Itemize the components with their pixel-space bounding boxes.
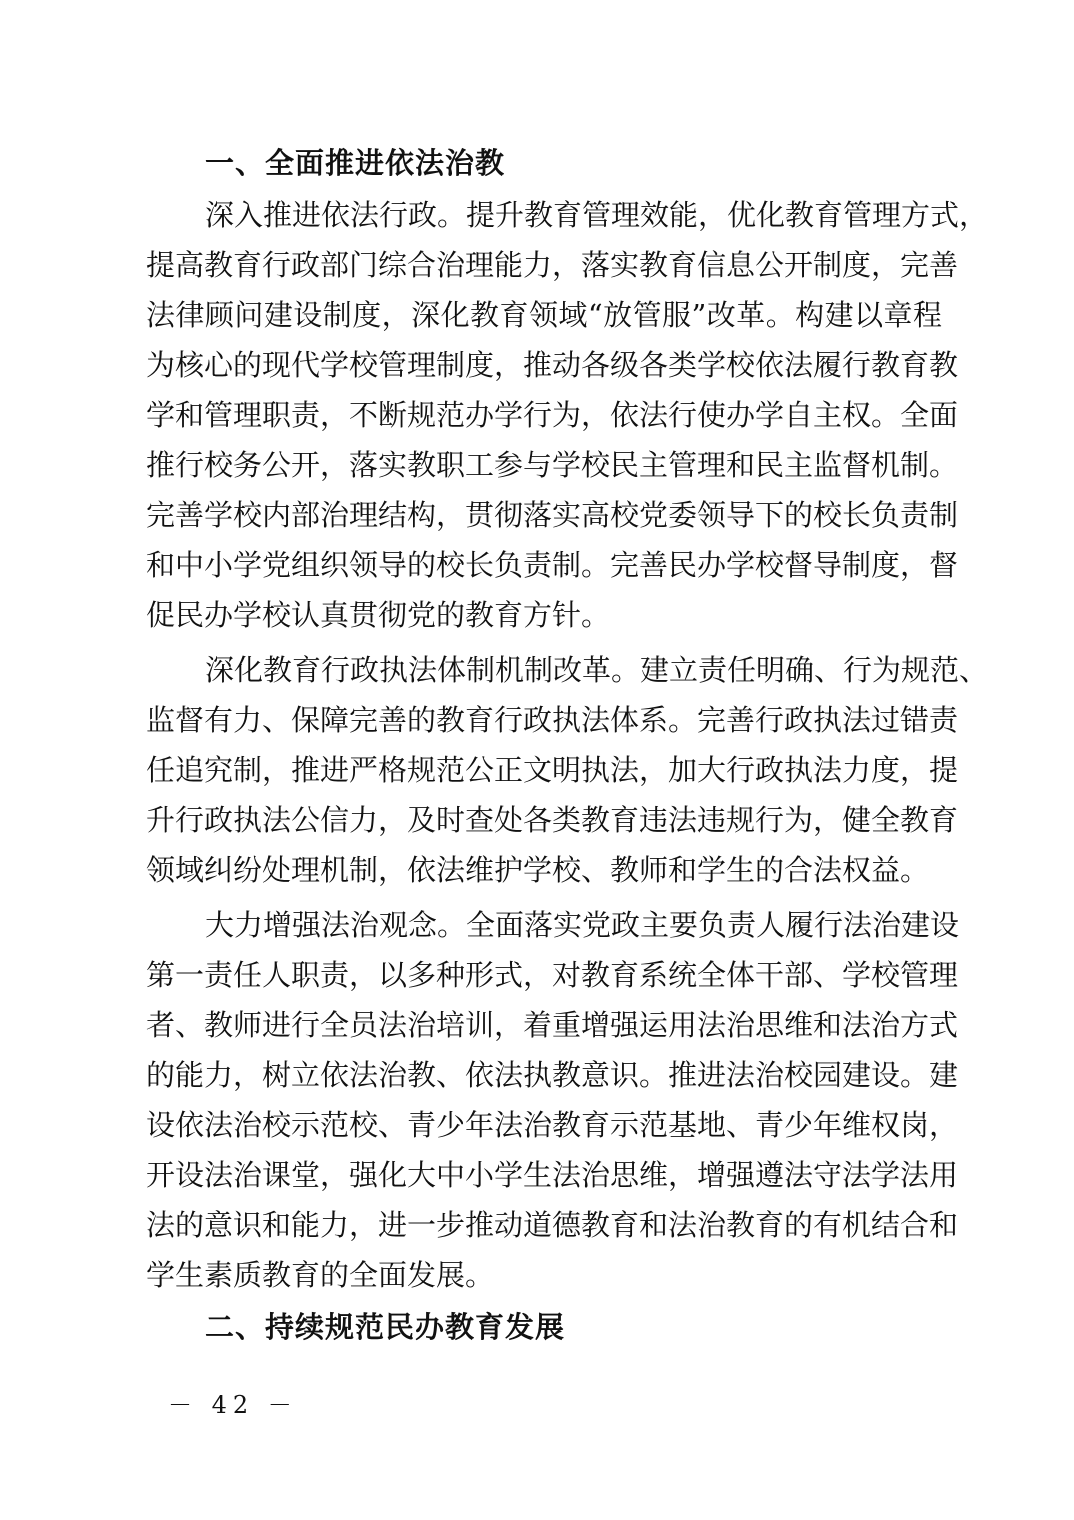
paragraph-line: 设依法治校示范校、青少年法治教育示范基地、青少年维权岗， <box>146 1108 959 1142</box>
paragraph-line: 升行政执法公信力，及时查处各类教育违法违规行为，健全教育 <box>146 803 959 837</box>
paragraph-line: 为核心的现代学校管理制度，推动各级各类学校依法履行教育教 <box>146 348 959 382</box>
paragraph-line: 第一责任人职责，以多种形式，对教育系统全体干部、学校管理 <box>146 958 959 992</box>
paragraph-line: 开设法治课堂，强化大中小学生法治思维，增强遵法守法学法用 <box>146 1158 959 1192</box>
paragraph-line: 的能力，树立依法治教、依法执教意识。推进法治校园建设。建 <box>146 1058 959 1092</box>
paragraph-line: 和中小学党组织领导的校长负责制。完善民办学校督导制度，督 <box>146 548 959 582</box>
paragraph-line: 深化教育行政执法体制机制改革。建立责任明确、行为规范、 <box>205 653 989 687</box>
page-number: － 42 － <box>168 1391 298 1419</box>
paragraph-line: 学生素质教育的全面发展。 <box>146 1258 495 1292</box>
paragraph-line: 者、教师进行全员法治培训，着重增强运用法治思维和法治方式 <box>146 1008 959 1042</box>
paragraph-line: 监督有力、保障完善的教育行政执法体系。完善行政执法过错责 <box>146 703 959 737</box>
paragraph-line: 学和管理职责，不断规范办学行为，依法行使办学自主权。全面 <box>146 398 959 432</box>
paragraph-line: 法的意识和能力，进一步推动道德教育和法治教育的有机结合和 <box>146 1208 959 1242</box>
section-heading: 二、持续规范民办教育发展 <box>205 1310 566 1344</box>
paragraph-line: 领域纠纷处理机制，依法维护学校、教师和学生的合法权益。 <box>146 853 930 887</box>
paragraph-line: 推行校务公开，落实教职工参与学校民主管理和民主监督机制。 <box>146 448 959 482</box>
paragraph-line: 深入推进依法行政。提升教育管理效能，优化教育管理方式， <box>205 198 989 232</box>
paragraph-line: 大力增强法治观念。全面落实党政主要负责人履行法治建设 <box>205 908 960 942</box>
paragraph-line: 促民办学校认真贯彻党的教育方针。 <box>146 598 611 632</box>
paragraph-line: 完善学校内部治理结构，贯彻落实高校党委领导下的校长负责制 <box>146 498 959 532</box>
paragraph-line: 法律顾问建设制度，深化教育领域“放管服”改革。构建以章程 <box>146 298 942 332</box>
paragraph-line: 任追究制，推进严格规范公正文明执法，加大行政执法力度，提 <box>146 753 959 787</box>
paragraph-line: 提高教育行政部门综合治理能力，落实教育信息公开制度，完善 <box>146 248 959 282</box>
section-heading: 一、全面推进依法治教 <box>205 146 506 180</box>
